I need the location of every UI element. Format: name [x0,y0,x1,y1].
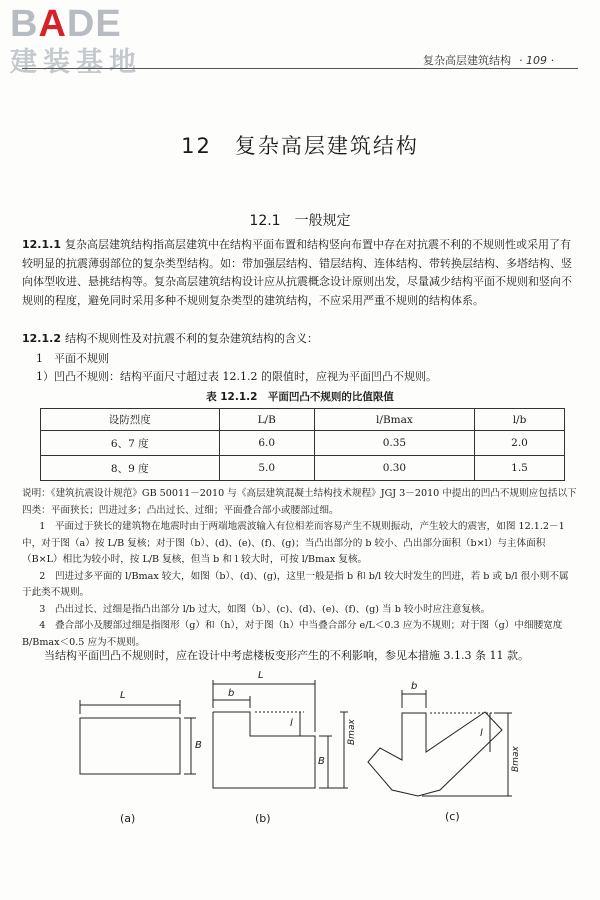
clause-text: 复杂高层建筑结构指高层建筑中在结构平面布置和结构竖向布置中存在对抗震不利的不规则性或采用了有较明显的抗震薄弱部位的复杂类型结构。如：带加强层结构、错层结构、连体结构、带转换层结构、多塔结构、竖向体型收进、悬挑结构等。复杂高层建筑结构设计应从抗震概念设计原则出发，尽量减少结构平面不规则和竖向不规则的程度，避免同时采用多种不规则复杂类型的建筑结构，不应采用严重不规则的结构体系。 [22,238,572,307]
note-2: 2 凹进过多平面的 l/Bmax 较大，如图（b）、(d)、(g)，这里一般是指 b 和 b/l 较大时发生的凹进，若 b 或 b/l 很小则不属于此类不规则。 [22,570,569,598]
figure-label-b: (b) [255,812,271,825]
dim-label-L: L [120,690,126,701]
table-header-cell: L/B [219,409,314,431]
figure-label-c: (c) [445,810,460,823]
note-1: 1 平面过于狭长的建筑物在地震时由于两端地震波输入有位相差而容易产生不规则振动，产生较大的震害，如图 12.1.2－1 中，对于图（a）按 L/B 复核；对于图（b）、(d)、(e)、(f)、(g)；当凸出部分的 b 较小、凸出部分面积（b×l）与主体面积（B×L）相比为较小时，按 L/B 复核，但当 b 和 l 较大时，可按 l/Bmax 复核。 [22,521,565,565]
table-header-cell: l/b [475,409,565,431]
shape-c-y-plan [368,712,502,796]
table-header-cell: l/Bmax [314,409,474,431]
clause-item-concave-convex: 1）凹凸不规则：结构平面尺寸超过表 12.1.2 的限值时，应视为平面凹凸不规则。 [36,370,437,383]
dim-label-Bmax: Bmax [511,746,521,772]
running-head-title: 复杂高层建筑结构 [423,54,512,67]
clause-text: 结构不规则性及对抗震不利的复杂建筑结构的含义： [64,332,318,345]
section-title: 12.1 一般规定 [249,213,351,229]
logo-letter: B [10,3,39,45]
table-header-cell: 设防烈度 [41,409,220,431]
clause-item-plan-irregularity: 1 平面不规则 [36,352,109,365]
dim-label-l: l [290,718,293,729]
dim-label-Bmax: Bmax [347,719,357,745]
logo-letters: DE [66,3,122,45]
dim-label-b: b [411,681,418,692]
table-cell: 2.0 [475,431,565,456]
clause-number: 12.1.1 [22,238,61,251]
publisher-logo-chinese: 建装基地 [10,47,142,78]
clause-number: 12.1.2 [22,332,61,345]
table-cell: 6、7 度 [41,431,220,456]
dim-label-b: b [228,688,235,699]
figure-label-a: (a) [120,812,136,825]
dim-label-B: B [318,756,325,767]
table-cell: 5.0 [219,456,314,481]
table-cell: 1.5 [475,456,565,481]
table-cell: 0.30 [314,456,474,481]
page-number: · 109 · [519,54,554,67]
chapter-title: 12 复杂高层建筑结构 [181,134,419,158]
shape-a-rectangle [80,718,180,774]
dim-label-L: L [258,670,264,681]
note-3: 3 凸出过长、过细是指凸出部分 l/b 过大，如图（b）、(c)、(d)、(e)、(f)、(g) 当 b 较小时应注意复核。 [39,603,491,615]
table-cell: 6.0 [219,431,314,456]
table-cell: 0.35 [314,431,474,456]
dim-label-l: l [480,728,483,739]
note-4: 4 叠合部小及腰部过细是指图形（g）和（h），对于图（h）中当叠合部分 e/L＜0.3 应为不规则；对于图（g）中细腰宽度 B/Bmax＜0.5 应为不规则。 [22,620,563,648]
dim-label-B: B [195,740,202,751]
table-caption: 表 12.1.2 平面凹凸不规则的比值限值 [206,391,394,403]
logo-accent-letter: A [38,3,67,45]
closing-paragraph: 当结构平面凹凸不规则时，应在设计中考虑楼板变形产生的不利影响，参见本措施 3.1.3 条 11 款。 [44,649,529,662]
table-cell: 8、9 度 [41,456,220,481]
notes-intro: 说明：《建筑抗震设计规范》GB 50011－2010 与《高层建筑混凝土结构技术规程》JGJ 3－2010 中提出的凹凸不规则应包括以下四类：平面狭长；凹进过多；凸出过长、过细；平面叠合部小或腰部过细。 [22,488,577,516]
